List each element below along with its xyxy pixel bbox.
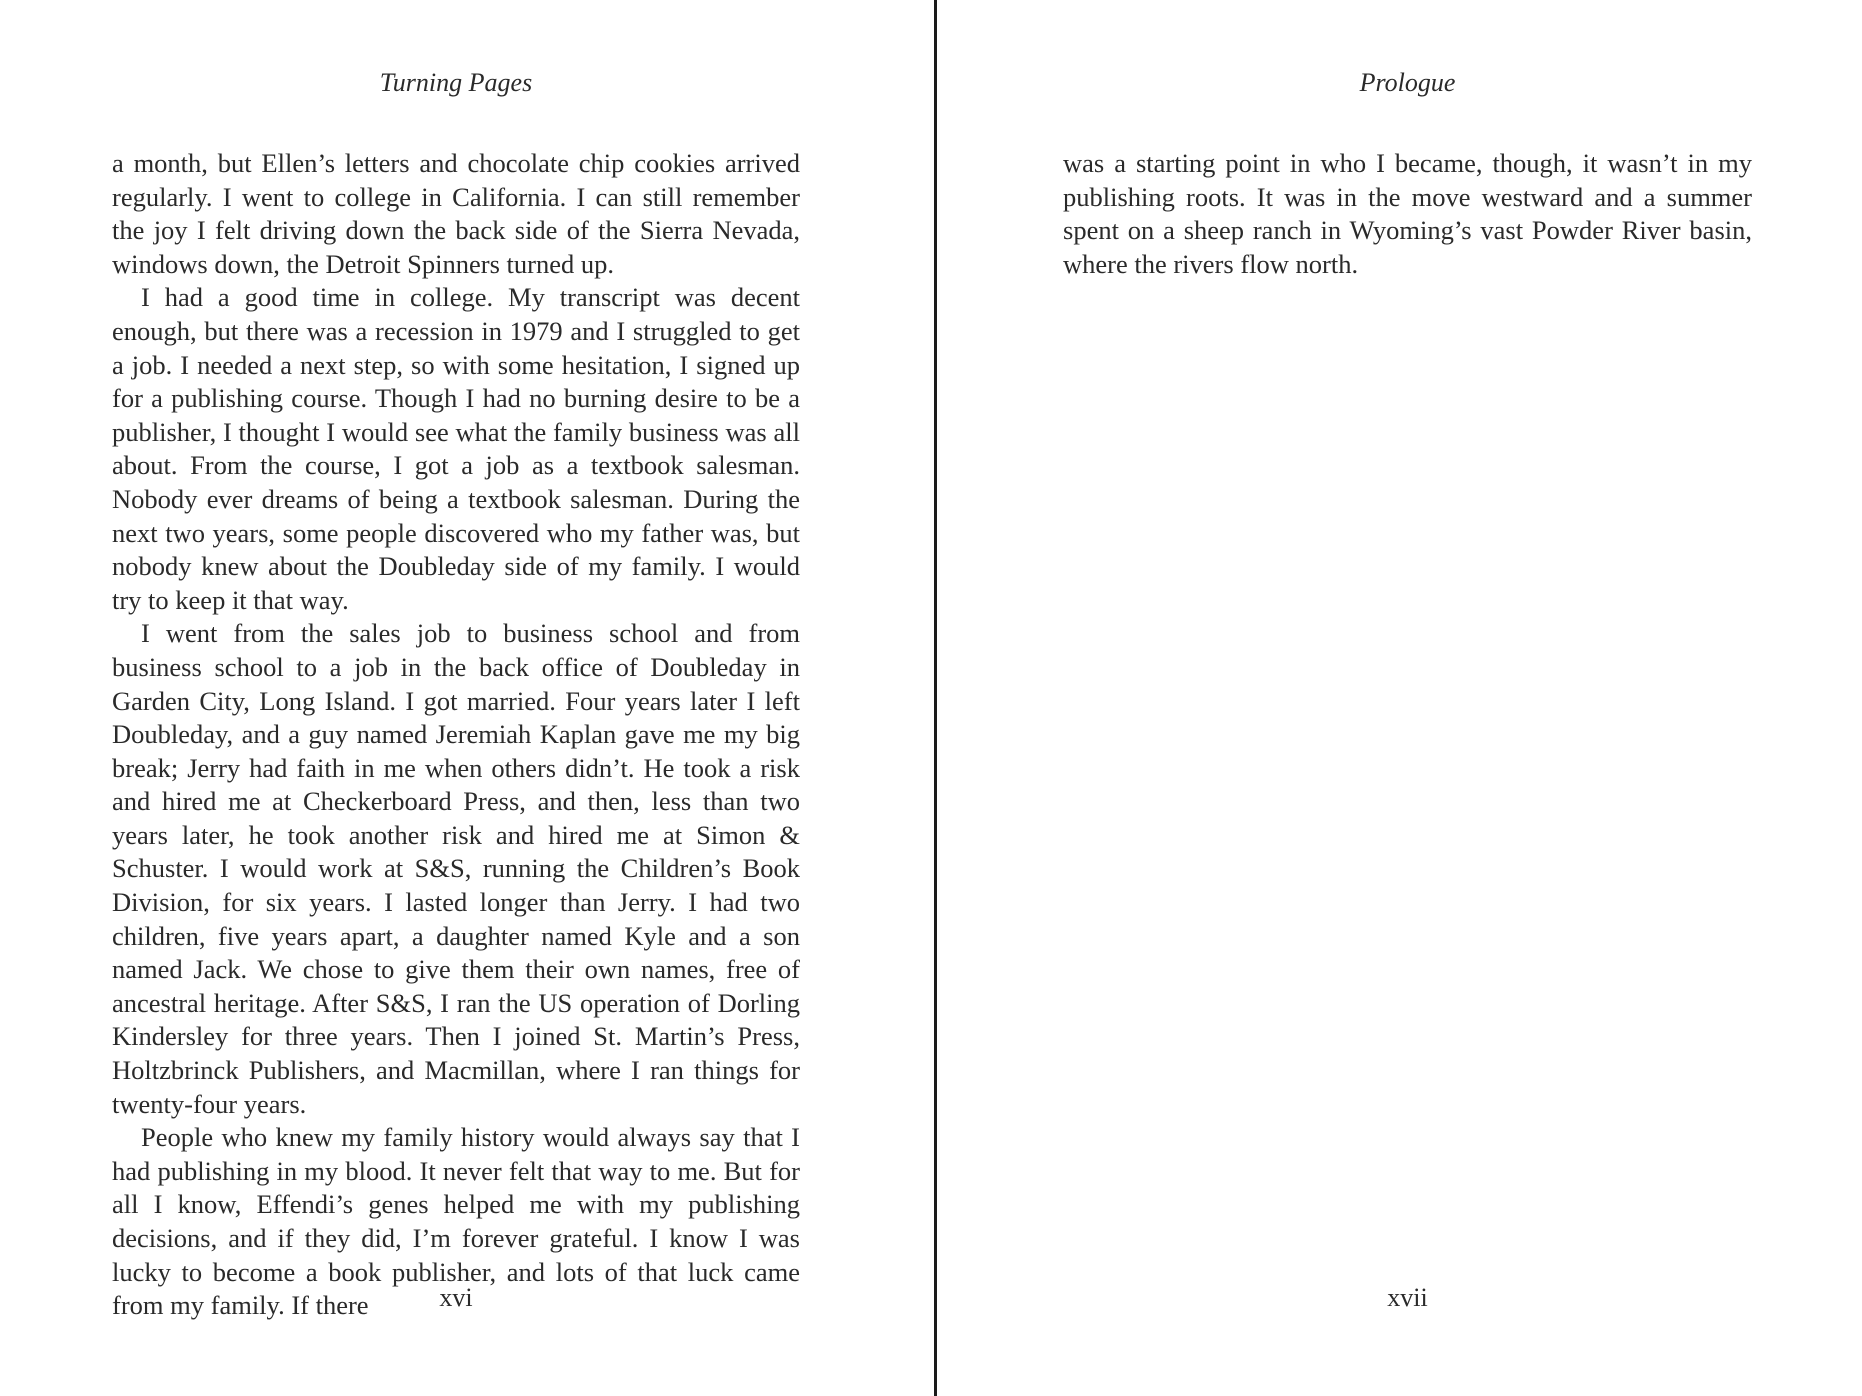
paragraph: People who knew my family history would always say that I had publishing in my blood. It never felt that way to me. But for all I know, Effendi’s genes helped me with my publishing decisions, and if they did, I’m forever grateful. I know I was lucky to become a book publisher, and lots of that luck came from my family. If there: [112, 1122, 800, 1321]
left-page-body: [112, 147, 800, 1323]
paragraph: a month, but Ellen’s letters and chocolate chip cookies arrived regularly. I went to college in California. I can still remember the joy I felt driving down the back side of the Sierra Nevada, windows down, the Detroit Spinners turned up.: [112, 148, 800, 279]
paragraph: I went from the sales job to business school and from business school to a job in the back office of Doubleday in Garden City, Long Island. I got married. Four years later I left Doubleday, and a guy named Jeremiah Kaplan gave me my big break; Jerry had faith in me when others didn’t. He took a risk and hired me at Checkerboard Press, and then, less than two years later, he took another risk and hired me at Simon & Schuster. I would work at S&S, running the Children’s Book Division, for six years. I lasted longer than Jerry. I had two children, five years apart, a daughter named Kyle and a son named Jack. We chose to give them their own names, free of ancestral heritage. After S&S, I ran the US operation of Dorling Kindersley for three years. Then I joined St. Martin’s Press, Holtzbrinck Publishers, and Macmillan, where I ran things for twenty-four years.: [112, 618, 800, 1119]
left-page: [112, 0, 800, 1396]
paragraph: I had a good time in college. My transcript was decent enough, but there was a recession in 1979 and I struggled to get a job. I needed a next step, so with some hesitation, I signed up for a publishing course. Though I had no burning desire to be a publisher, I thought I would see what the family business was all about. From the course, I got a job as a textbook salesman. Nobody ever dreams of being a textbook salesman. During the next two years, some people discovered who my father was, but nobody knew about the Doubleday side of my family. I would try to keep it that way.: [112, 282, 800, 615]
right-page-body: [1063, 147, 1752, 281]
gutter-divider: [934, 0, 937, 1396]
page-number-left: xvi: [439, 1283, 473, 1312]
running-head-left: Turning Pages: [379, 68, 533, 97]
page-number-right: xvii: [1387, 1283, 1428, 1312]
right-page: [1063, 0, 1752, 1396]
paragraph: was a starting point in who I became, though, it wasn’t in my publishing roots. It was in the move westward and a summer spent on a sheep ranch in Wyoming’s vast Powder River basin, where the rivers flow north.: [1063, 148, 1752, 279]
running-head-right: Prologue: [1359, 68, 1456, 97]
